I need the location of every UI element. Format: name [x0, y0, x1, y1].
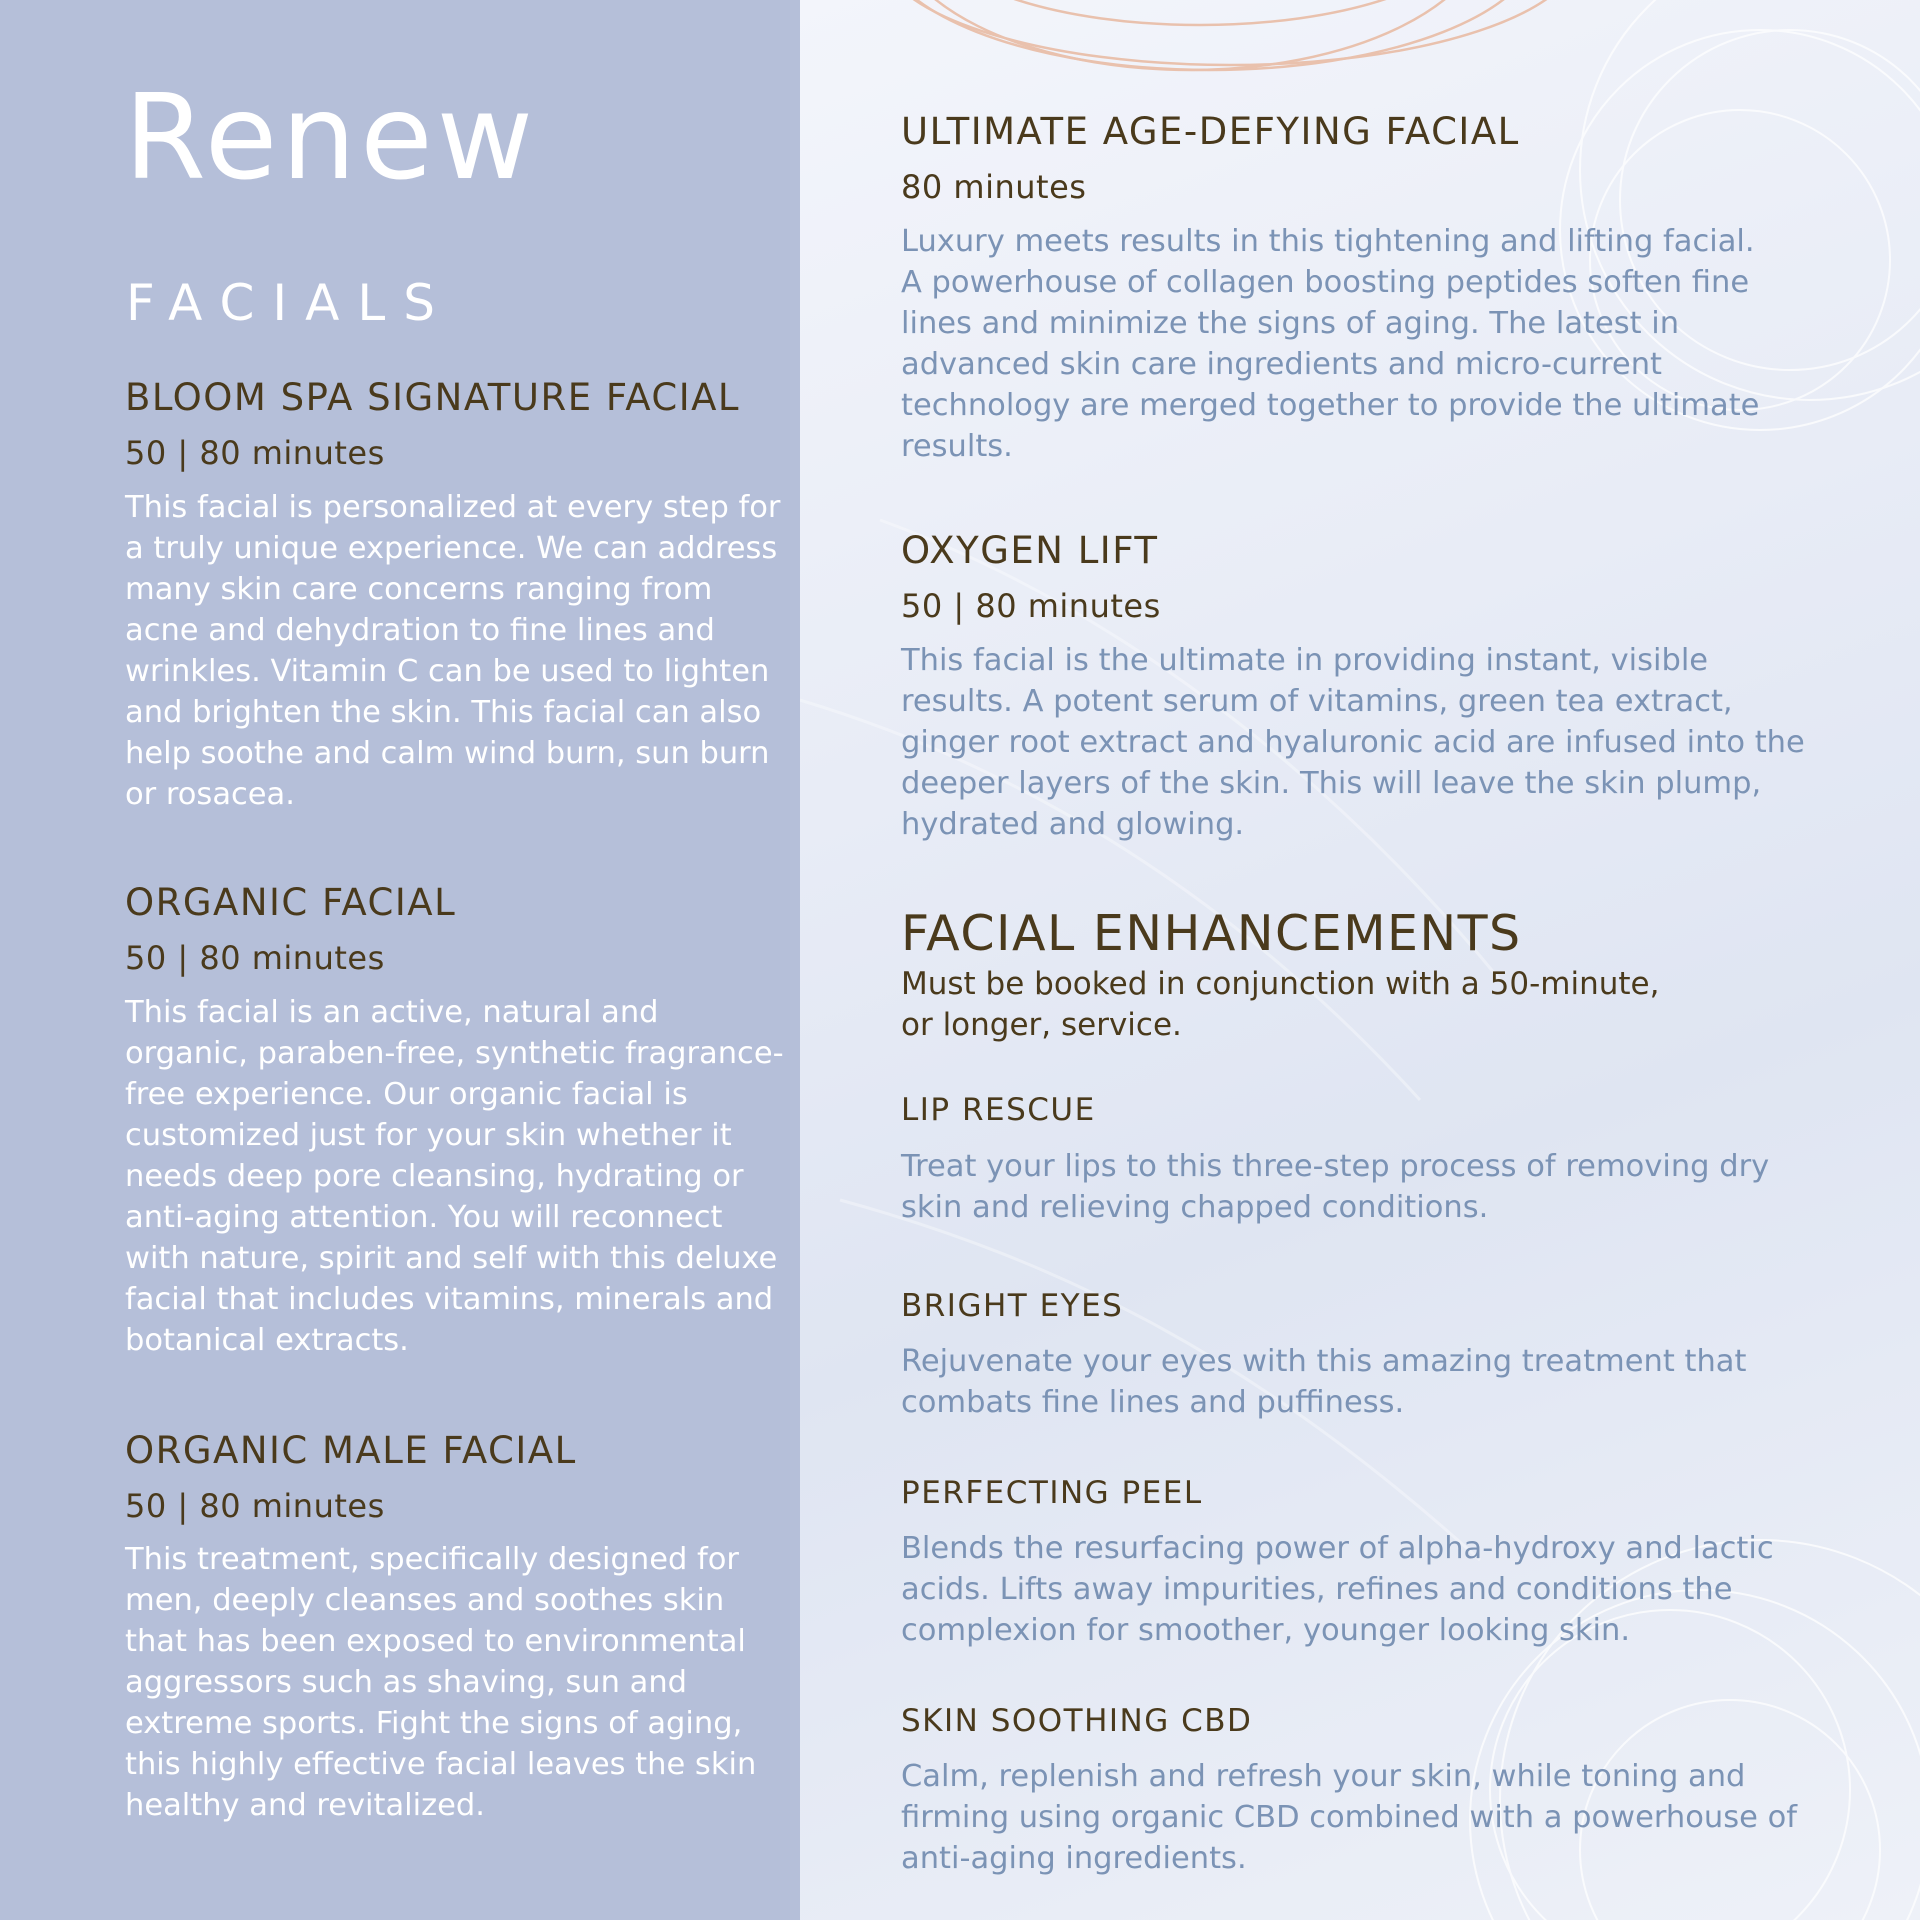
service-title: ORGANIC MALE FACIAL [125, 1428, 577, 1472]
service-organic-male-facial [125, 1429, 785, 1827]
enhancements-heading: FACIAL ENHANCEMENTS [901, 904, 1522, 962]
service-title: ORGANIC FACIAL [125, 880, 457, 924]
service-organic-facial [125, 881, 785, 1361]
service-ultimate-age-defying [901, 110, 1821, 467]
enhancement-title: LIP RESCUE [901, 1092, 1096, 1129]
service-description: Luxury meets results in this tightening and lifting facial. A powerhouse of collagen boosting peptides soften fine lines and minimize the signs of aging. The latest in advanced skin care ingredients and micro-current technology are merged together to provide the ultimate results. [901, 223, 1760, 464]
enhancements-section [901, 904, 1821, 1880]
enhancements-note: Must be booked in conjunction with a 50-minute, or longer, service. [901, 966, 1660, 1044]
enhancement-skin-soothing-cbd [901, 1703, 1821, 1879]
enhancement-perfecting-peel [901, 1475, 1821, 1651]
service-duration: 50 | 80 minutes [901, 587, 1161, 626]
service-title: OXYGEN LIFT [901, 528, 1159, 572]
brand-title: Renew [124, 68, 538, 206]
enhancement-title: PERFECTING PEEL [901, 1474, 1203, 1511]
enhancement-bright-eyes [901, 1288, 1821, 1423]
service-oxygen-lift [901, 529, 1821, 845]
service-duration: 80 minutes [901, 168, 1087, 207]
service-description: This facial is personalized at every step for a truly unique experience. We can address many skin care concerns ranging from acne and dehydration to fine lines and wrinkles. Vitamin C can be used to lighten and brighten the skin. This facial can also help soothe and calm wind burn, sun burn or rosacea. [125, 489, 781, 812]
enhancement-title: BRIGHT EYES [901, 1287, 1124, 1324]
service-description: This treatment, specifically designed for men, deeply cleanses and soothes skin that has been exposed to environmental aggressors such as shaving, sun and extreme sports. Fight the signs of aging, this highly effective facial leaves the skin healthy and revitalized. [125, 1542, 757, 1824]
enhancement-lip-rescue [901, 1092, 1821, 1227]
enhancement-description: Calm, replenish and refresh your skin, while toning and firming using organic CBD combined with a powerhouse of anti-aging ingredients. [901, 1759, 1797, 1877]
enhancement-title: SKIN SOOTHING CBD [901, 1703, 1253, 1740]
enhancement-description: Treat your lips to this three-step process of removing dry skin and relieving chapped conditions. [901, 1148, 1770, 1225]
service-duration: 50 | 80 minutes [125, 939, 385, 978]
service-description: This facial is an active, natural and organic, paraben-free, synthetic fragrance-free experience. Our organic facial is customized just for your skin whether it needs deep pore cleansing, hydrating or anti-aging attention. You will reconnect with nature, spirit and self with this deluxe facial that includes vitamins, minerals and botanical extracts. [125, 994, 784, 1358]
service-description: This facial is the ultimate in providing instant, visible results. A potent serum of vitamins, green tea extract, ginger root extract and hyaluronic acid are infused into the deeper layers of the skin. This will leave the skin plump, hydrated and glowing. [901, 642, 1805, 842]
section-label: FACIALS [126, 274, 453, 332]
service-duration: 50 | 80 minutes [125, 434, 385, 473]
left-column [125, 376, 785, 1826]
service-duration: 50 | 80 minutes [125, 1486, 385, 1525]
service-title: BLOOM SPA SIGNATURE FACIAL [125, 376, 741, 419]
enhancement-description: Rejuvenate your eyes with this amazing treatment that combats fine lines and puffiness. [901, 1343, 1747, 1420]
service-bloom-signature [125, 376, 785, 815]
right-column [901, 110, 1821, 1879]
service-title: ULTIMATE AGE-DEFYING FACIAL [901, 110, 1520, 153]
enhancement-description: Blends the resurfacing power of alpha-hydroxy and lactic acids. Lifts away impurities, refines and conditions the complexion for smoother, younger looking skin. [901, 1531, 1774, 1649]
